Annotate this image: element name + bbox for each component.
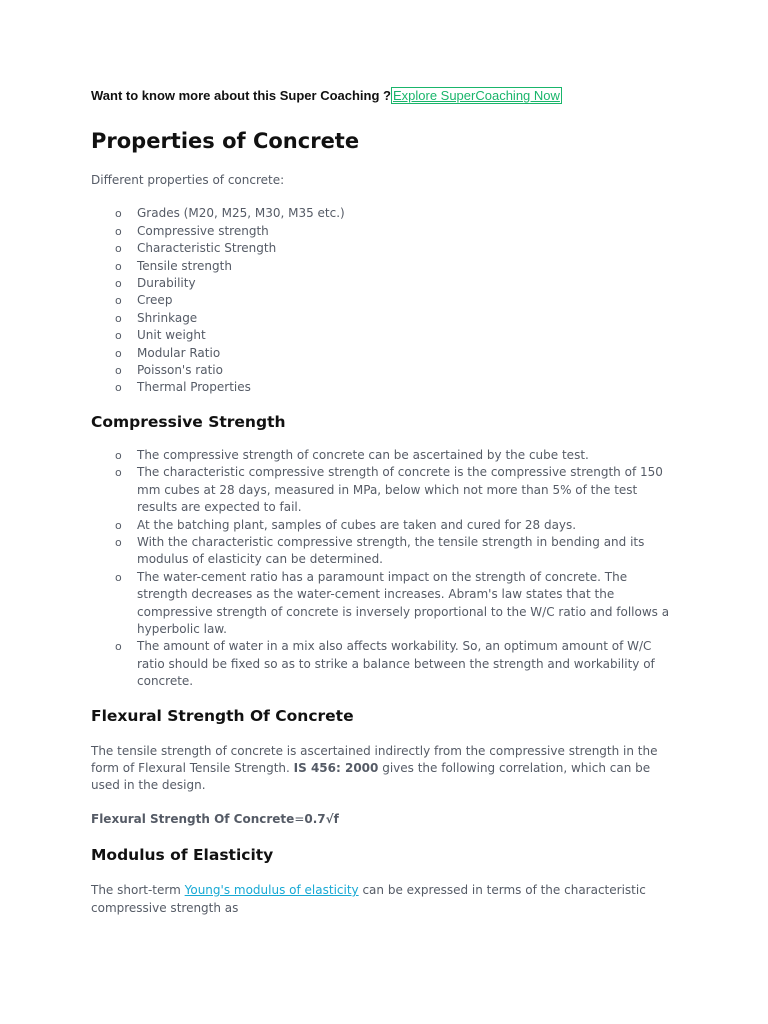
compressive-list-item-text: The amount of water in a mix also affects workability. So, an optimum amount of W/C ratio should be fixed so as to strike a balance between the strength and workability of concrete.: [137, 639, 655, 689]
bullet-icon: o: [115, 329, 122, 343]
flexural-strength-heading: Flexural Strength Of Concrete: [91, 706, 354, 725]
bullet-icon: o: [115, 277, 122, 291]
intro-text: Different properties of concrete:: [91, 173, 285, 187]
property-list-item-text: Modular Ratio: [137, 345, 221, 360]
property-list-item: [91, 223, 681, 240]
compressive-list-item-text: The compressive strength of concrete can be ascertained by the cube test.: [137, 447, 589, 462]
bullet-icon: o: [115, 570, 122, 584]
compressive-strength-heading: Compressive Strength: [91, 412, 286, 431]
flexural-text-before: The tensile strength of concrete is ascertained indirectly from the compressive strength in the form of Flexural Tensile Strength.: [91, 743, 658, 775]
property-list-item: [91, 240, 681, 257]
bullet-icon: o: [115, 294, 122, 308]
bullet-icon: o: [115, 364, 122, 378]
property-list-item: [91, 327, 681, 344]
property-list-item-text: Grades (M20, M25, M30, M35 etc.): [137, 206, 345, 221]
bullet-icon: o: [115, 518, 122, 532]
properties-list: [91, 205, 681, 396]
property-list-item: [91, 258, 681, 275]
compressive-list-item: [91, 447, 681, 464]
bullet-icon: o: [115, 346, 122, 360]
formula-equals: =: [294, 811, 305, 826]
bullet-icon: o: [115, 207, 122, 221]
article: [91, 86, 681, 917]
modulus-heading: Modulus of Elasticity: [91, 846, 274, 865]
compressive-list-item: [91, 534, 681, 569]
property-list-item-text: Shrinkage: [137, 310, 198, 325]
bullet-icon: o: [115, 448, 122, 462]
property-list-item-text: Compressive strength: [137, 223, 269, 238]
property-list-item-text: Unit weight: [137, 328, 206, 343]
formula-label: Flexural Strength Of Concrete: [91, 811, 295, 826]
property-list-item: [91, 362, 681, 379]
bullet-icon: o: [115, 535, 122, 549]
flexural-formula: [91, 811, 681, 828]
compressive-list-item: [91, 638, 681, 690]
promo-banner: [91, 86, 681, 106]
compressive-list-item-text: The characteristic compressive strength of concrete is the compressive strength of 150 mm cubes at 28 days, measured in MPa, below which not more than 5% of the test results are expected to fail.: [137, 465, 663, 515]
code-reference: IS 456: 2000: [293, 760, 379, 775]
modulus-text-before: The short-term: [91, 883, 185, 898]
compressive-list-item: [91, 569, 681, 639]
compressive-list-item-text: The water-cement ratio has a paramount impact on the strength of concrete. The strength decreases as the water-cement increases. Abram's law states that the compressive strength of concrete is inversely proportional to the W/C ratio and follows a hyperbolic law.: [137, 569, 670, 636]
compressive-list-item-text: With the characteristic compressive strength, the tensile strength in bending and its modulus of elasticity can be determined.: [137, 534, 645, 567]
bullet-icon: o: [115, 466, 122, 480]
property-list-item-text: Durability: [137, 276, 196, 291]
property-list-item-text: Creep: [137, 293, 173, 308]
property-list-item-text: Thermal Properties: [137, 380, 251, 395]
property-list-item: [91, 205, 681, 222]
property-list-item-text: Poisson's ratio: [137, 363, 223, 378]
flexural-paragraph: [91, 743, 681, 795]
bullet-icon: o: [115, 224, 122, 238]
property-list-item: [91, 310, 681, 327]
bullet-icon: o: [115, 640, 122, 654]
flexural-text-after: gives the following correlation, which can be used in the design.: [91, 760, 651, 793]
bullet-icon: o: [115, 242, 122, 256]
modulus-text-after: can be expressed in terms of the characteristic compressive strength as: [91, 883, 646, 915]
explore-supercoaching-link[interactable]: Explore SuperCoaching Now: [392, 88, 560, 103]
property-list-item: [91, 379, 681, 396]
property-list-item: [91, 292, 681, 309]
compressive-list-item: [91, 517, 681, 534]
property-list-item-text: Characteristic Strength: [137, 241, 277, 256]
bullet-icon: o: [115, 259, 122, 273]
compressive-list-item-text: At the batching plant, samples of cubes are taken and cured for 28 days.: [137, 517, 577, 532]
compressive-list-item: [91, 464, 681, 516]
property-list-item: [91, 275, 681, 292]
bullet-icon: o: [115, 311, 122, 325]
youngs-modulus-link[interactable]: Young's modulus of elasticity: [184, 883, 359, 898]
formula-value: 0.7√f: [304, 811, 339, 826]
promo-text: Want to know more about this Super Coaching ?: [91, 88, 391, 103]
compressive-strength-list: [91, 447, 681, 691]
page-title: Properties of Concrete: [91, 129, 360, 153]
property-list-item: [91, 345, 681, 362]
modulus-paragraph: [91, 882, 681, 917]
property-list-item-text: Tensile strength: [137, 258, 232, 273]
bullet-icon: o: [115, 381, 122, 395]
